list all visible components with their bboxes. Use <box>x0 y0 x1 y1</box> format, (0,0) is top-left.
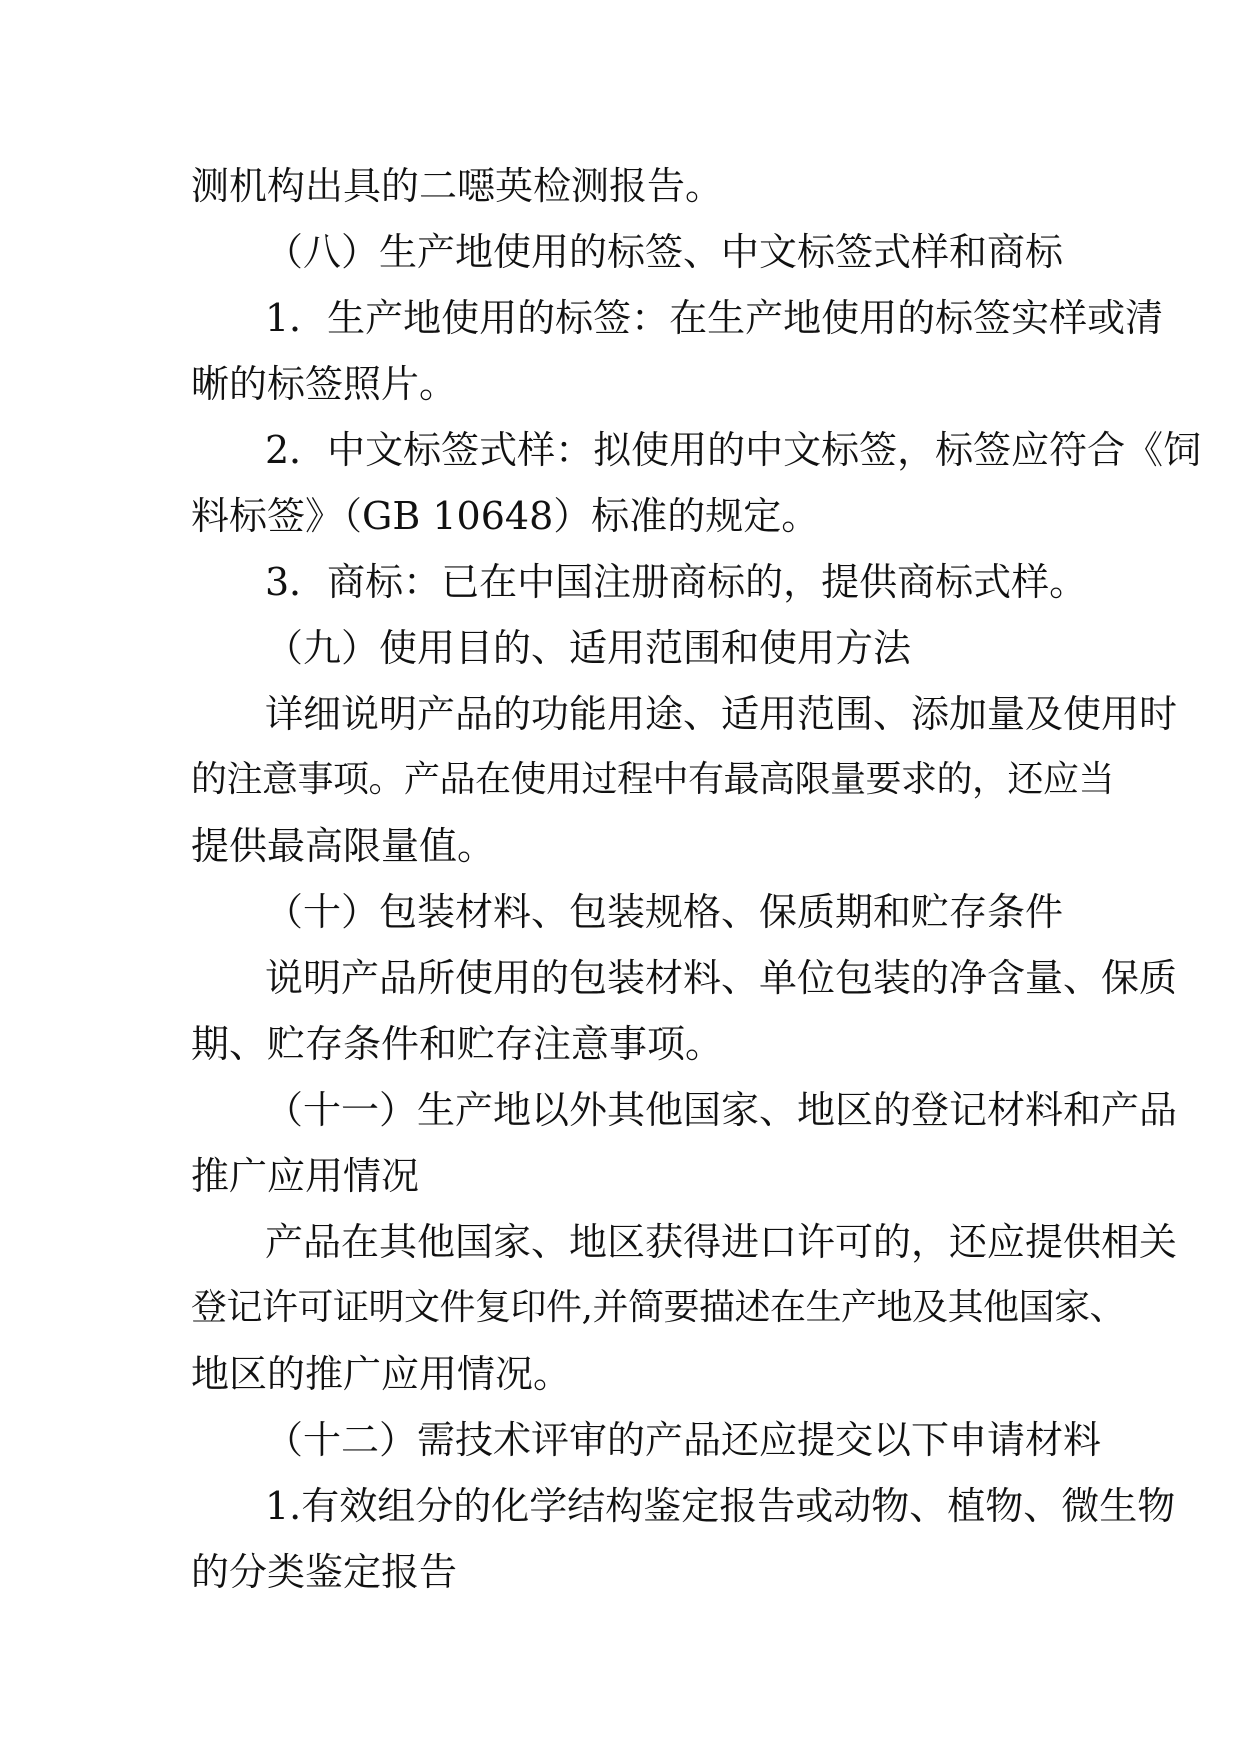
section-heading-continued: 推广应用情况 <box>191 1154 420 1198</box>
text-line: 地区的推广应用情况。 <box>191 1352 572 1396</box>
text-line: 详细说明产品的功能用途、适用范围、添加量及使用时 <box>265 692 1178 736</box>
text-line: 1．生产地使用的标签：在生产地使用的标签实样或清 <box>265 296 1164 340</box>
text-line: 的分类鉴定报告 <box>191 1550 458 1594</box>
text-line: 提供最高限量值。 <box>191 824 496 868</box>
section-heading: （十一）生产地以外其他国家、地区的登记材料和产品 <box>265 1088 1178 1132</box>
text-line: 3．商标：已在中国注册商标的，提供商标式样。 <box>265 560 1088 604</box>
text-line: 料标签》（GB 10648）标准的规定。 <box>191 494 820 538</box>
text-line: 产品在其他国家、地区获得进口许可的，还应提供相关 <box>265 1220 1178 1264</box>
text-line: 说明产品所使用的包装材料、单位包装的净含量、保质 <box>265 956 1178 1000</box>
text-line: 期、贮存条件和贮存注意事项。 <box>191 1022 724 1066</box>
text-line: 1.有效组分的化学结构鉴定报告或动物、植物、微生物 <box>265 1484 1176 1528</box>
section-heading: （十）包装材料、包装规格、保质期和贮存条件 <box>265 890 1064 934</box>
text-line: 的注意事项。产品在使用过程中有最高限量要求的，还应当 <box>191 759 1115 800</box>
text-line: 测机构出具的二噁英检测报告。 <box>191 164 724 208</box>
text-line: 登记许可证明文件复印件,并简要描述在生产地及其他国家、 <box>191 1287 1125 1328</box>
section-heading: （九）使用目的、适用范围和使用方法 <box>265 626 912 670</box>
section-heading: （八）生产地使用的标签、中文标签式样和商标 <box>265 230 1064 274</box>
section-heading: （十二）需技术评审的产品还应提交以下申请材料 <box>265 1418 1102 1462</box>
text-line: 晰的标签照片。 <box>191 362 458 406</box>
text-line: 2．中文标签式样：拟使用的中文标签，标签应符合《饲 <box>265 428 1202 472</box>
